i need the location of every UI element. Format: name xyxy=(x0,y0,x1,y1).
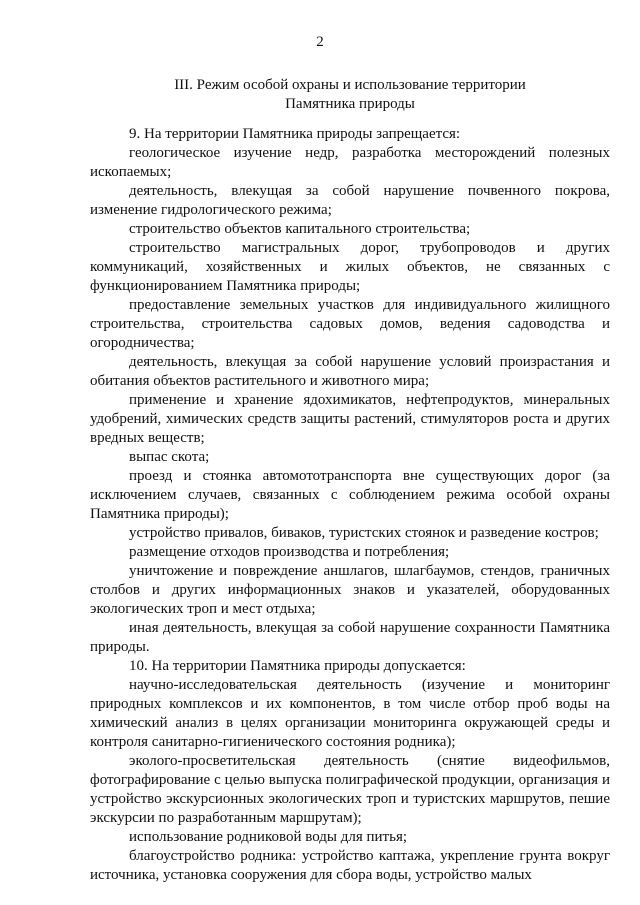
paragraph: благоустройство родника: устройство каптажа, укрепление грунта вокруг источника, установка сооружения для сбора воды, устройство малых xyxy=(90,848,610,883)
section-title-line-2: Памятника природы xyxy=(285,96,415,112)
paragraph: предоставление земельных участков для индивидуального жилищного строительства, строительства садовых домов, ведения садоводства и огородничества; xyxy=(90,297,610,351)
paragraph: научно-исследовательская деятельность (изучение и мониторинг природных комплексов и их компонентов, в том числе отбор проб воды на химический анализ в целях организации мониторинга окружающей среды и контроля санитарно-гигиенического состояния родника); xyxy=(90,677,610,750)
paragraph: 9. На территории Памятника природы запрещается: xyxy=(129,126,461,142)
paragraph: строительство объектов капитального строительства; xyxy=(129,221,471,237)
paragraph: размещение отходов производства и потребления; xyxy=(129,544,450,560)
paragraph: деятельность, влекущая за собой нарушение почвенного покрова, изменение гидрологического режима; xyxy=(90,183,610,218)
paragraph: уничтожение и повреждение аншлагов, шлагбаумов, стендов, граничных столбов и других информационных знаков и указателей, оборудованных экологических троп и мест отдыха; xyxy=(90,563,610,617)
document-body xyxy=(90,125,610,885)
paragraph: проезд и стоянка автомототранспорта вне существующих дорог (за исключением случаев, связанных с соблюдением режима особой охраны Памятника природы); xyxy=(90,468,610,522)
paragraph: 10. На территории Памятника природы допускается: xyxy=(129,658,466,674)
page-number: 2 xyxy=(316,34,324,50)
section-title-line-1: III. Режим особой охраны и использование территории xyxy=(174,77,526,93)
section-title xyxy=(90,76,610,114)
paragraph: применение и хранение ядохимикатов, нефтепродуктов, минеральных удобрений, химических средств защиты растений, стимуляторов роста и других вредных веществ; xyxy=(90,392,610,446)
paragraph: деятельность, влекущая за собой нарушение условий произрастания и обитания объектов растительного и животного мира; xyxy=(90,354,610,389)
paragraph: эколого-просветительская деятельность (снятие видеофильмов, фотографирование с целью выпуска полиграфической продукции, организация и устройство экскурсионных экологических троп и туристских маршрутов, пешие экскурсии по разработанным маршрутам); xyxy=(90,753,610,826)
paragraph: использование родниковой воды для питья; xyxy=(129,829,408,845)
paragraph: выпас скота; xyxy=(129,449,210,465)
paragraph: устройство привалов, биваков, туристских стоянок и разведение костров; xyxy=(129,525,599,541)
paragraph: геологическое изучение недр, разработка месторождений полезных ископаемых; xyxy=(90,145,610,180)
paragraph: строительство магистральных дорог, трубопроводов и других коммуникаций, хозяйственных и жилых объектов, не связанных с функционированием Памятника природы; xyxy=(90,240,610,294)
paragraph: иная деятельность, влекущая за собой нарушение сохранности Памятника природы. xyxy=(90,620,610,655)
